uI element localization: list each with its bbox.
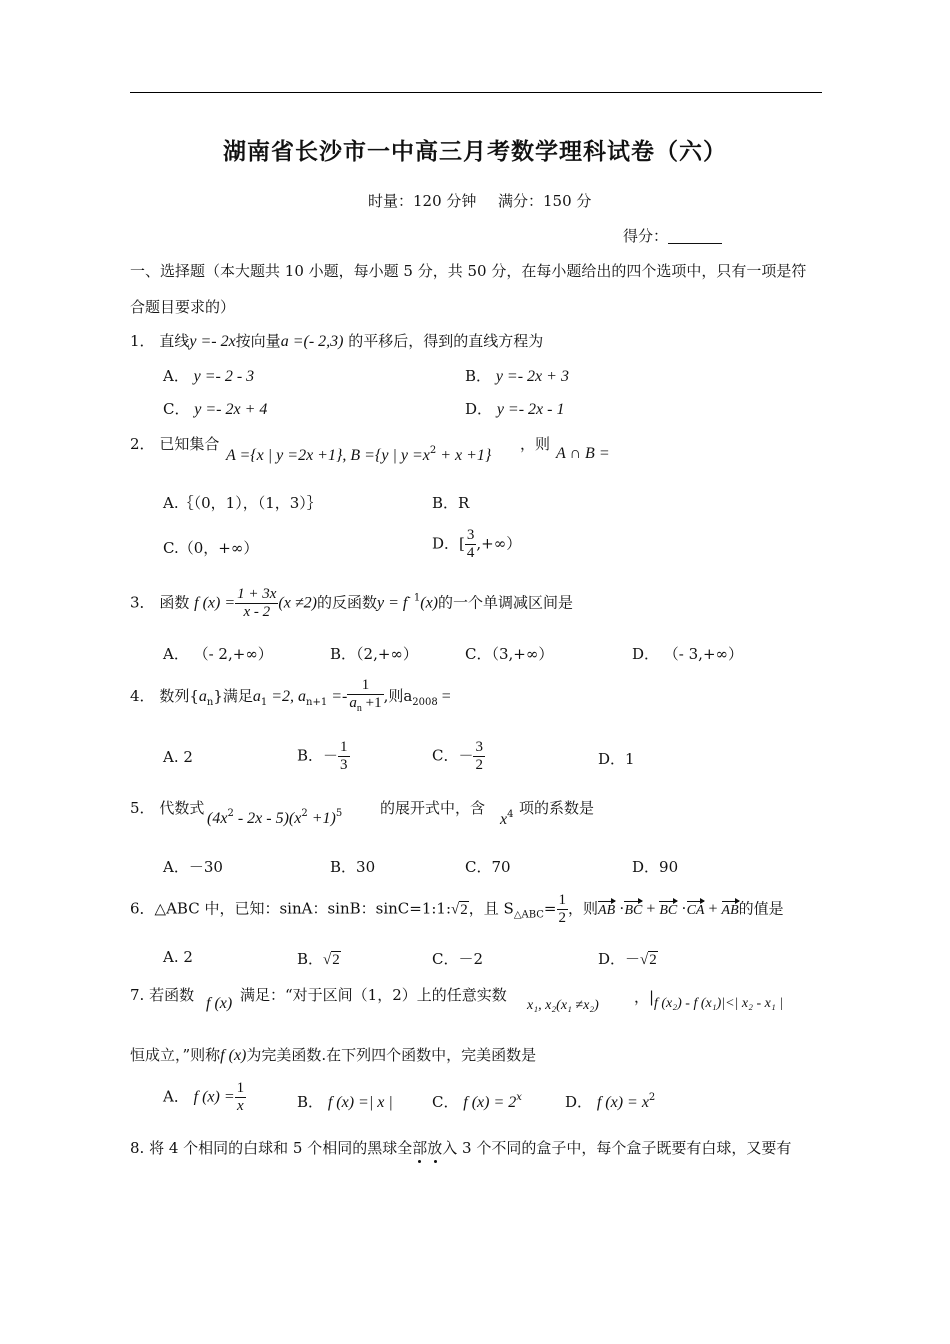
q5-option-d: D．90 [632,858,679,876]
q1-option-d [465,398,564,419]
q6-text5: 的值是 [738,899,784,918]
q1-d-label: D． [465,400,493,418]
score-label: 得分： [623,227,669,245]
q4-a1: a [252,688,261,705]
q2-option-d [432,527,521,562]
q2-set-b-end: + x +1} [436,447,492,464]
q5-x-sup: 4 [507,809,514,820]
question-5 [130,797,204,818]
q3-text-pre: 函数 [159,593,190,612]
q2-then: ，则 [520,435,551,453]
q2-text-pre: 已知集合 [159,435,220,453]
q5-option-a: A．－30 [163,858,223,876]
q6-option-a: A. 2 [163,948,193,966]
q4-c-fraction [473,739,485,774]
q2-d-denominator: 4 [466,545,475,561]
q7-line2-end: 为完美函数.在下列四个函数中，完美函数是 [246,1046,537,1064]
question-6 [130,892,784,927]
q6-denominator: 2 [558,910,566,926]
q3-inverse-sup: - 1 [407,592,421,604]
q3-option-c: C．（3,+∞） [465,645,554,663]
q4-frac-denominator [347,695,383,717]
q7-a-label: A． [163,1087,189,1106]
total-score-label: 满分：150 分 [498,192,592,210]
q7-a-numerator: 1 [236,1080,245,1096]
q4-then: ,则a [383,687,413,705]
q7-function: f (x) [206,995,233,1012]
q1-text-pre: 直线 [159,332,190,350]
q2-d-numerator: 3 [466,527,475,543]
q7-c-label: C． [432,1093,459,1111]
q6-fraction [557,892,569,927]
q4-number: 4． [130,687,155,705]
q6-d-sqrt: √2 [640,952,657,968]
page-title: 湖南省长沙市一中高三月考数学理科试卷（六） [223,139,727,165]
q4-frac-den-a: a [349,695,357,711]
q6-s-sub: △ABC [513,909,544,921]
q1-b-value: y =- 2x + 3 [495,368,569,385]
q7-c-sup: x [516,1092,522,1103]
q6-dot2: · [677,900,687,918]
time-label: 时量：120 分钟 [368,192,477,210]
q6-vector-bc-2: BC [659,899,677,919]
q7-option-b [297,1091,393,1112]
q7-condition-open: ，| [634,988,655,1006]
q3-condition: (x ≠2) [278,594,317,612]
q3-inverse-end: (x) [420,594,438,612]
q7-line2-text: 恒成立，”则称 [130,1046,221,1064]
emphasis-dot [418,1160,421,1163]
q5-expr3: +1) [307,810,336,827]
q3-fraction [235,586,278,621]
q1-d-value: y =- 2x - 1 [496,401,565,418]
q7-d-value: f (x) = x [596,1094,649,1111]
q2-d-fraction [465,527,477,562]
q6-d-label: D．－ [598,950,641,968]
q4-option-b [297,739,350,774]
q3-text-post: 的一个单调减区间是 [438,593,574,612]
q1-option-b [465,365,569,386]
q6-plus1: + [642,900,660,918]
q4-fraction [347,677,383,717]
question-3 [130,586,573,621]
q4-b-label: B．－ [297,746,339,765]
q1-text-mid: 按向量 [235,332,281,350]
q4-an: a [198,688,207,705]
q4-option-d: D．1 [598,750,635,768]
q3-function: f (x) = [194,594,236,612]
header-rule [130,92,822,93]
q4-an1-sub: n+1 [306,697,328,708]
q6-b-sqrt: √2 [323,952,340,968]
q5-sup1: 2 [227,808,234,819]
question-8: 8. 将 4 个相同的白球和 5 个相同的黑球全部放入 3 个不同的盒子中，每个盒子既要有白球，又要有 [130,1139,792,1157]
score-blank [668,227,722,244]
q5-x-power [500,809,513,829]
q3-option-a: A． （- 2,+∞） [163,645,273,663]
q7-a-function: f (x) = [193,1088,235,1106]
q3-denominator: x - 2 [243,604,271,620]
section-heading-line2: 合题目要求的） [130,298,236,316]
q2-number: 2． [130,435,155,453]
q7-variables: x₁, x₂(x₁ ≠x₂) [527,998,599,1013]
q4-an-sub: n [206,697,214,708]
q6-text1: 6．△ABC 中，已知：sinA：sinB：sinC=1:1: [130,899,452,918]
q3-option-d: D． （- 3,+∞） [632,645,744,663]
q1-text-post: 的平移后，得到的直线方程为 [348,332,544,350]
q1-number: 1． [130,332,155,350]
q7-line2-function: f (x) [220,1047,247,1064]
q3-numerator: 1 + 3x [237,586,277,602]
q5-expr2: - 2x - 5)(x [233,810,302,827]
q6-vector-ab-2: AB [722,899,739,919]
q3-option-b: B．（2,+∞） [330,645,418,663]
q1-option-a [163,365,254,386]
q7-inequality: f (x₂) - f (x₁)|<| x₂ - x₁ | [654,996,784,1011]
q4-text-pre-end: }满足 [213,687,253,705]
q1-b-label: B． [465,367,492,385]
section-heading-line1: 一、选择题（本大题共 10 小题，每小题 5 分，共 50 分，在每小题给出的四个选项中，只有一项是符 [130,262,807,280]
q6-text4: ，则 [568,899,599,918]
q5-sup2: 2 [301,808,308,819]
q6-b-sqrt-value: 2 [332,952,340,968]
q4-b-denominator: 3 [340,757,348,773]
q4-b-numerator: 1 [340,739,348,755]
q2-set-a: A ={x | y =2x +1}, B ={y | y =x [226,447,430,464]
q6-vector-ca: CA [687,899,705,919]
q6-option-c: C．－2 [432,950,484,968]
q2-option-c: C.（0，+∞） [163,539,259,557]
q4-a1-sub: 1 [260,697,268,708]
q1-a-value: y =- 2 - 3 [193,368,255,385]
q2-d-label: D．[ [432,534,465,553]
q4-a2008-sub: 2008 [412,697,438,708]
q6-sqrt: √2 [451,901,468,918]
q4-c-denominator: 2 [475,757,483,773]
q4-text-pre: 数列{ [159,687,199,705]
q6-vector-bc: BC [624,899,642,919]
q7-d-label: D． [565,1093,593,1111]
q2-expression: A ∩ B = [556,445,610,462]
q5-option-c: C．70 [465,858,511,876]
q5-expression [207,808,342,828]
score-field [623,225,722,246]
q4-frac-den-end: +1 [361,695,382,711]
q4-frac-den-sub: n [356,703,362,714]
q3-number: 3． [130,593,155,612]
q2-d-end: ,+∞） [476,534,522,553]
q4-option-a: A. 2 [163,748,193,766]
q5-sup3: 5 [335,808,343,819]
q7-b-label: B． [297,1093,324,1111]
q6-dot1: · [615,900,625,918]
q7-a-denominator: x [237,1098,244,1114]
q6-vector-ab: AB [598,899,615,919]
q6-option-d [598,948,658,969]
q4-c-numerator: 3 [475,739,483,755]
emphasis-dot [434,1160,437,1163]
q5-text-post: 项的系数是 [519,799,595,817]
q7-text-mid: 满足：“对于区间（1，2）上的任意实数 [240,986,507,1004]
q7-d-sup: 2 [648,1092,656,1103]
q1-vector: a =(- 2,3) [280,333,344,350]
q3-text-mid: 的反函数 [316,593,377,612]
q6-d-sqrt-value: 2 [649,952,657,968]
q2-option-b: B．R [432,494,470,512]
q5-text-pre: 代数式 [159,799,205,817]
q1-a-label: A． [163,367,189,385]
q7-c-value: f (x) = 2 [463,1094,517,1111]
q7-option-d [565,1091,655,1112]
q4-eq1: =2, a [267,688,307,705]
q6-sqrt-value: 2 [460,901,468,918]
q2-option-a: A.｛（0，1），（1，3）｝ [163,494,322,512]
q5-option-b: B．30 [330,858,376,876]
q4-eq2: =- [327,688,348,705]
q6-b-label: B． [297,950,324,968]
q1-c-label: C． [163,400,190,418]
q6-text2: ，且 S [468,899,514,918]
q7-option-c [432,1091,522,1112]
q1-option-c [163,398,267,419]
q4-option-c [432,739,485,774]
q2-sets [226,445,491,465]
q5-number: 5． [130,799,155,817]
q4-frac-numerator: 1 [347,677,383,695]
q4-c-label: C．－ [432,746,474,765]
q6-option-b [297,948,341,969]
question-2 [130,433,219,454]
q7-line2 [130,1044,536,1065]
q7-b-value: f (x) =| x | [327,1094,393,1111]
q1-equation: y =- 2x [189,333,236,350]
q6-text3: = [543,899,557,918]
q5-text-mid: 的展开式中，含 [380,799,486,817]
q5-expr1: (4x [207,810,228,827]
q4-b-fraction [338,739,350,774]
q3-inverse: y = f [376,594,408,612]
q7-text-pre: 7. 若函数 [130,986,195,1004]
q2-superscript: 2 [429,445,437,456]
q6-numerator: 1 [558,892,566,908]
question-1 [130,330,543,351]
question-4 [130,677,451,717]
q5-x: x [500,811,508,828]
q7-a-fraction [235,1080,247,1115]
q4-end: = [437,688,451,705]
q1-c-value: y =- 2x + 4 [194,401,268,418]
q7-option-a [163,1080,246,1115]
q6-plus2: + [704,900,722,918]
